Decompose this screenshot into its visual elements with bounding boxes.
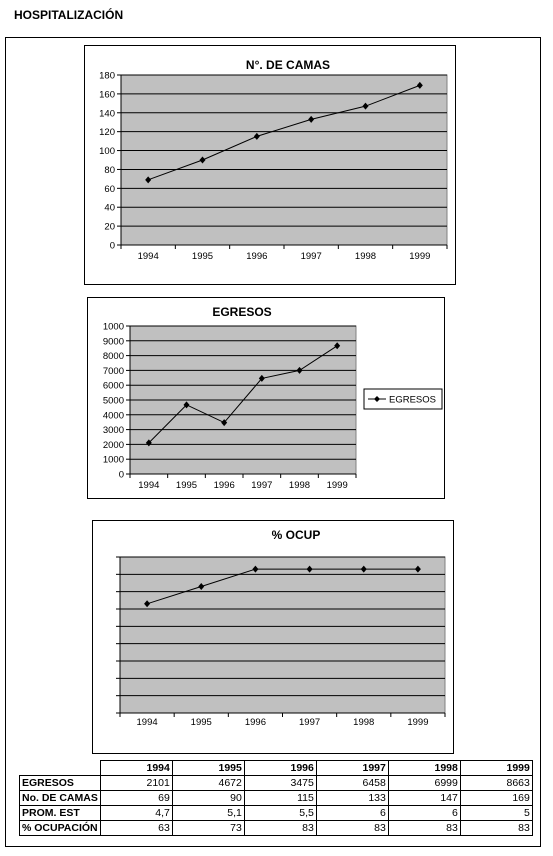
table-cell: 83: [316, 821, 388, 836]
table-cell: 115: [244, 791, 316, 806]
table-cell: 6458: [316, 776, 388, 791]
table-cell: 133: [316, 791, 388, 806]
y-tick-label: 7000: [102, 365, 124, 377]
table-cell: 147: [388, 791, 460, 806]
y-tick-label: 5000: [102, 395, 124, 407]
table-year: 1994: [100, 761, 172, 776]
table-corner: [20, 761, 101, 776]
x-tick-label: 1999: [409, 251, 431, 262]
y-tick-label: 120: [99, 127, 115, 139]
table-cell: 83: [244, 821, 316, 836]
table-cell: 69: [100, 791, 172, 806]
x-tick-label: 1995: [191, 251, 214, 262]
table-cell: 4672: [172, 776, 244, 791]
row-label: No. DE CAMAS: [20, 791, 101, 806]
x-tick-label: 1994: [137, 251, 159, 262]
x-tick-label: 1995: [175, 480, 198, 491]
chart-egresos-panel: [87, 297, 445, 499]
table-row: [20, 776, 533, 791]
plot-area: [120, 557, 445, 713]
table-cell: 6999: [388, 776, 460, 791]
x-tick-label: 1999: [326, 480, 348, 491]
y-tick-label: 180: [99, 70, 115, 82]
x-tick-label: 1997: [299, 717, 321, 728]
chart-camas-panel: [84, 45, 456, 285]
x-tick-label: 1994: [136, 717, 158, 728]
x-tick-label: 1996: [246, 251, 268, 262]
table-cell: 63: [100, 821, 172, 836]
x-tick-label: 1996: [244, 717, 266, 728]
x-tick-label: 1997: [300, 251, 322, 262]
table-cell: 90: [172, 791, 244, 806]
plot-area: [121, 75, 447, 245]
table-cell: 3475: [244, 776, 316, 791]
table-year: 1999: [460, 761, 532, 776]
chart-ocup-panel: [92, 520, 454, 754]
chart-ocup: [93, 521, 453, 753]
table-year: 1997: [316, 761, 388, 776]
y-tick-label: 0: [109, 240, 115, 252]
row-label: PROM. EST: [20, 806, 101, 821]
y-tick-label: 20: [104, 221, 115, 233]
y-tick-label: 9000: [102, 336, 124, 348]
y-tick-label: 60: [104, 183, 115, 195]
y-tick-label: 160: [99, 89, 115, 101]
table-cell: 2101: [100, 776, 172, 791]
x-tick-label: 1998: [354, 251, 377, 262]
y-tick-label: 80: [104, 164, 115, 176]
table-cell: 6: [316, 806, 388, 821]
table-row: [20, 821, 533, 836]
y-tick-label: 40: [104, 202, 115, 214]
table-year: 1995: [172, 761, 244, 776]
legend-label: EGRESOS: [389, 394, 436, 406]
table-cell: 5: [460, 806, 532, 821]
x-tick-label: 1999: [407, 717, 429, 728]
chart-title: N°. DE CAMAS: [245, 58, 331, 72]
table-row: [20, 806, 533, 821]
table-cell: 169: [460, 791, 532, 806]
y-tick-label: 1000: [102, 454, 124, 466]
row-label: % OCUPACIÓN: [20, 821, 101, 836]
table-cell: 83: [388, 821, 460, 836]
table-year: 1996: [244, 761, 316, 776]
chart-egresos: [88, 298, 444, 498]
x-tick-label: 1996: [213, 480, 235, 491]
y-tick-label: 8000: [102, 351, 124, 363]
x-tick-label: 1998: [288, 480, 311, 491]
page-heading: HOSPITALIZACIÓN: [14, 8, 124, 22]
table-cell: 4,7: [100, 806, 172, 821]
chart-title: EGRESOS: [212, 305, 272, 319]
table-row: [20, 791, 533, 806]
table-cell: 5,5: [244, 806, 316, 821]
table-header-row: [20, 761, 533, 776]
chart-title: % OCUP: [271, 528, 321, 542]
x-tick-label: 1995: [190, 717, 212, 728]
row-label: EGRESOS: [20, 776, 101, 791]
x-tick-label: 1997: [251, 480, 273, 491]
y-tick-label: 4000: [102, 410, 124, 422]
y-tick-label: 140: [99, 108, 115, 120]
y-tick-label: 1000: [102, 321, 124, 333]
y-tick-label: 6000: [102, 380, 124, 392]
y-tick-label: 100: [99, 146, 115, 158]
x-tick-label: 1998: [353, 717, 375, 728]
x-tick-label: 1994: [138, 480, 160, 491]
table-cell: 83: [460, 821, 532, 836]
table-cell: 5,1: [172, 806, 244, 821]
table-cell: 73: [172, 821, 244, 836]
y-tick-label: 0: [118, 469, 124, 481]
table-cell: 8663: [460, 776, 532, 791]
table-year: 1998: [388, 761, 460, 776]
chart-camas: [85, 46, 455, 284]
table-cell: 6: [388, 806, 460, 821]
y-tick-label: 2000: [102, 439, 124, 451]
y-tick-label: 3000: [102, 425, 124, 437]
data-table: [19, 760, 533, 836]
